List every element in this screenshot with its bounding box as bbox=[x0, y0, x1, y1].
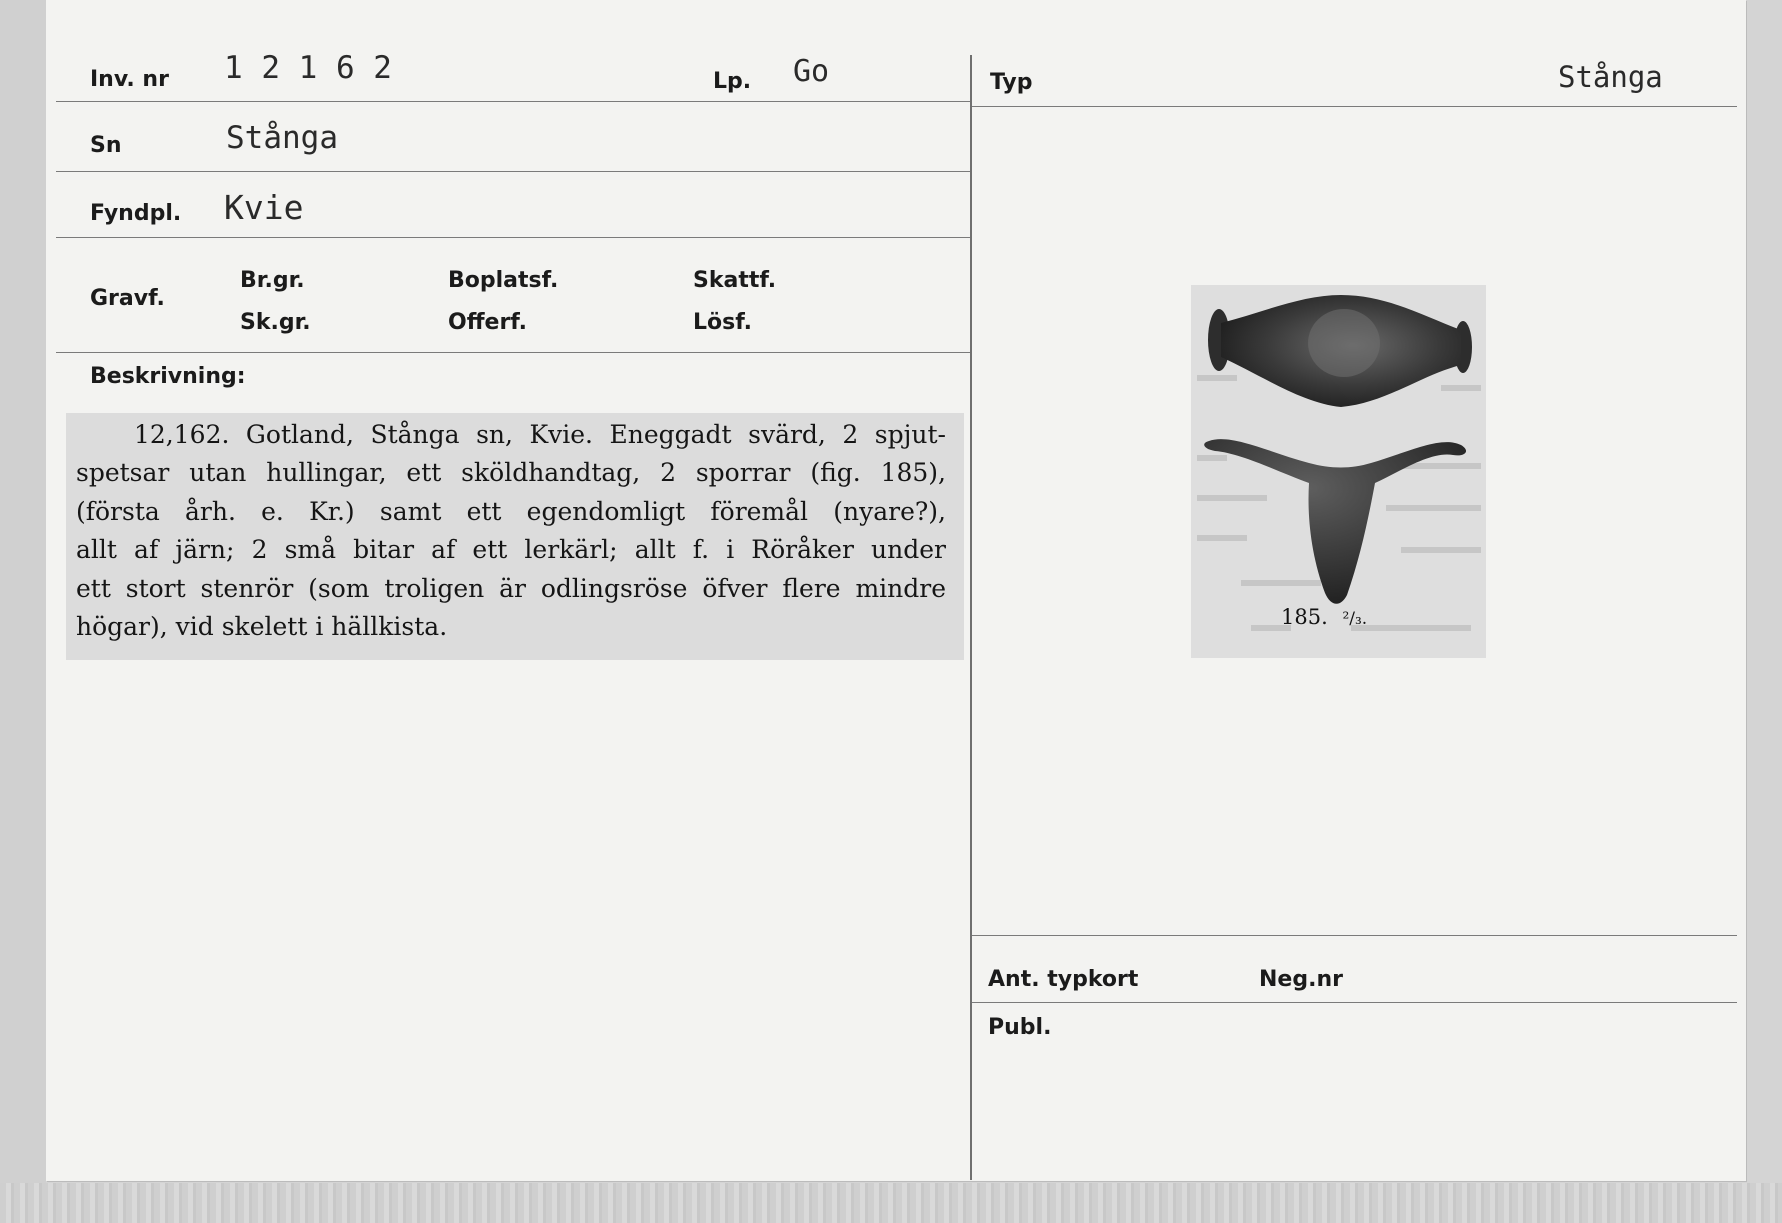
fyndpl-value: Kvie bbox=[224, 188, 304, 227]
rule-typkort bbox=[972, 935, 1737, 936]
rule-row-4 bbox=[56, 352, 971, 353]
card-divider bbox=[970, 55, 972, 1180]
sn-value: Stånga bbox=[226, 120, 338, 156]
description-line: ett stort stenrör (som troligen är odlingsröse öfver flere mindre bbox=[76, 573, 946, 603]
description-line: allt af järn; 2 små bitar af ett lerkärl; allt f. i Röråker under bbox=[76, 535, 946, 565]
rule-row-1 bbox=[56, 101, 971, 102]
ant-typkort-label: Ant. typkort bbox=[988, 967, 1139, 992]
catalogue-card bbox=[46, 0, 1746, 1181]
gravf-label: Gravf. bbox=[90, 286, 165, 311]
beskrivning-label: Beskrivning: bbox=[90, 364, 246, 389]
losf-label: Lösf. bbox=[693, 310, 752, 335]
rule-row-3 bbox=[56, 237, 971, 238]
inv-nr-label: Inv. nr bbox=[90, 67, 169, 92]
scan-margin bbox=[0, 0, 46, 1223]
description-line: spetsar utan hullingar, ett sköldhandtag, 2 sporrar (fig. 185), bbox=[76, 458, 946, 488]
sn-label: Sn bbox=[90, 133, 122, 158]
rule-row-1-right bbox=[972, 106, 1737, 107]
sk-gr-label: Sk.gr. bbox=[240, 310, 311, 335]
figure-caption bbox=[1281, 605, 1367, 629]
artifact-figure bbox=[1191, 285, 1486, 658]
lp-value: Go bbox=[793, 54, 830, 89]
figure-scale: ²/₃. bbox=[1342, 609, 1368, 629]
lp-label: Lp. bbox=[713, 69, 752, 94]
fyndpl-label: Fyndpl. bbox=[90, 201, 182, 226]
description-text bbox=[76, 416, 946, 646]
scan-bottom-edge bbox=[0, 1183, 1782, 1223]
description-line: (första årh. e. Kr.) samt ett egendomligt föremål (nyare?), bbox=[76, 496, 946, 526]
typ-label: Typ bbox=[990, 70, 1033, 95]
figure-number: 185. bbox=[1281, 605, 1328, 629]
typ-value: Stånga bbox=[1558, 60, 1663, 94]
rule-publ bbox=[972, 1002, 1737, 1003]
rule-row-2 bbox=[56, 171, 971, 172]
description-line: 12,162. Gotland, Stånga sn, Kvie. Eneggadt svärd, 2 spjut- bbox=[134, 420, 946, 449]
description-line: högar), vid skelett i hällkista. bbox=[76, 612, 448, 642]
publ-label: Publ. bbox=[988, 1015, 1052, 1040]
neg-nr-label: Neg.nr bbox=[1259, 967, 1343, 992]
skattf-label: Skattf. bbox=[693, 268, 777, 293]
br-gr-label: Br.gr. bbox=[240, 268, 305, 293]
boplatsf-label: Boplatsf. bbox=[448, 268, 559, 293]
offerf-label: Offerf. bbox=[448, 310, 528, 335]
inv-nr-value: 1 2 1 6 2 bbox=[224, 50, 392, 86]
